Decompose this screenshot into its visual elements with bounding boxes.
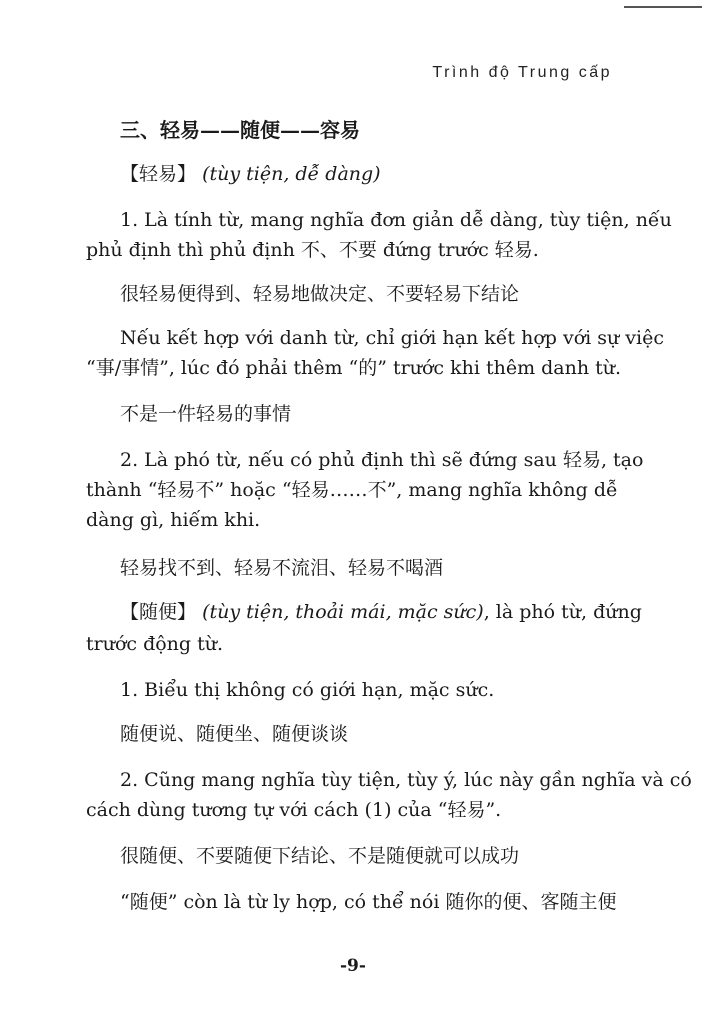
- suibian-point1: 1. Biểu thị không có giới hạn, mặc sức.: [120, 679, 495, 701]
- qingyi-example1: 很轻易便得到、轻易地做决定、不要轻易下结论: [120, 283, 520, 305]
- suibian-note: “随便” còn là từ ly hợp, có thể nói 随你的便、客随主便: [120, 891, 617, 913]
- suibian-point2-line1: 2. Cũng mang nghĩa tùy tiện, tùy ý, lúc này gần nghĩa và có: [120, 769, 692, 791]
- suibian-term: 【随便】: [120, 601, 197, 623]
- qingyi-point1-line1: 1. Là tính từ, mang nghĩa đơn giản dễ dàng, tùy tiện, nếu: [120, 209, 672, 231]
- qingyi-example3: 轻易找不到、轻易不流泪、轻易不喝酒: [120, 557, 444, 579]
- running-header: Trình độ Trung cấp: [432, 64, 612, 81]
- qingyi-point1-line2: phủ định thì phủ định 不、不要 đứng trước 轻易.: [86, 239, 539, 261]
- top-rule: [624, 6, 702, 8]
- qingyi-term-line: [120, 162, 381, 186]
- suibian-intro-line2: trước động từ.: [86, 633, 224, 655]
- section-heading: 三、轻易——随便——容易: [120, 118, 360, 142]
- suibian-gloss: (tùy tiện, thoải mái, mặc sức): [202, 601, 484, 623]
- suibian-example2: 很随便、不要随便下结论、不是随便就可以成功: [120, 845, 520, 867]
- suibian-intro-tail: , là phó từ, đứng: [483, 601, 642, 623]
- qingyi-term: 【轻易】: [120, 163, 197, 185]
- qingyi-point2-line3: dàng gì, hiếm khi.: [86, 509, 261, 531]
- qingyi-point2-line2: thành “轻易不” hoặc “轻易……不”, mang nghĩa không dễ: [86, 479, 618, 501]
- qingyi-gloss: (tùy tiện, dễ dàng): [202, 163, 381, 185]
- suibian-example1: 随便说、随便坐、随便谈谈: [120, 723, 349, 745]
- qingyi-example2: 不是一件轻易的事情: [120, 403, 292, 425]
- suibian-term-line: [120, 600, 642, 624]
- page-number: -9-: [340, 956, 366, 976]
- qingyi-point2-line1: 2. Là phó từ, nếu có phủ định thì sẽ đứng sau 轻易, tạo: [120, 449, 644, 471]
- qingyi-note-line2: “事/事情”, lúc đó phải thêm “的” trước khi thêm danh từ.: [86, 357, 622, 379]
- qingyi-note-line1: Nếu kết hợp với danh từ, chỉ giới hạn kết hợp với sự việc: [120, 327, 664, 349]
- suibian-point2-line2: cách dùng tương tự với cách (1) của “轻易”.: [86, 799, 502, 821]
